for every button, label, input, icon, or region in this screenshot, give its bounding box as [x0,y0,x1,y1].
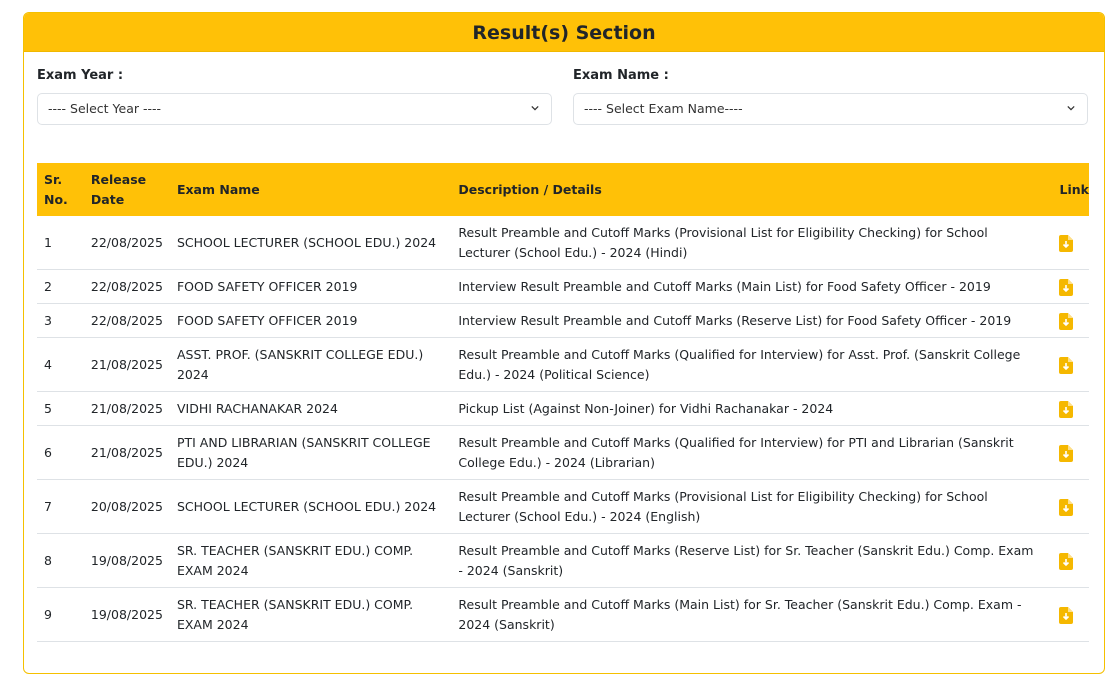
table-row [37,216,1089,270]
header-link: Link [1042,163,1089,216]
table-row [37,270,1089,304]
exam-name-label: Exam Name : [573,68,669,83]
cell-exam-name: FOOD SAFETY OFFICER 2019 [170,304,451,338]
cell-description: Result Preamble and Cutoff Marks (Main List) for Sr. Teacher (Sanskrit Edu.) Comp. Exam - 2024 (Sanskrit) [451,588,1042,642]
cell-description: Result Preamble and Cutoff Marks (Qualified for Interview) for PTI and Librarian (Sanskrit College Edu.) - 2024 (Librarian) [451,426,1042,480]
table-row [37,304,1089,338]
cell-exam-name: SCHOOL LECTURER (SCHOOL EDU.) 2024 [170,480,451,534]
cell-description: Result Preamble and Cutoff Marks (Reserve List) for Sr. Teacher (Sanskrit Edu.) Comp. Exam - 2024 (Sanskrit) [451,534,1042,588]
cell-sr: 6 [37,426,84,480]
exam-name-select[interactable] [573,93,1088,125]
exam-year-select[interactable] [37,93,552,125]
header-release-date: Release Date [84,163,170,216]
cell-date: 20/08/2025 [84,480,170,534]
cell-link [1042,216,1089,270]
cell-description: Pickup List (Against Non-Joiner) for Vidhi Rachanakar - 2024 [451,392,1042,426]
table-row [37,480,1089,534]
cell-sr: 3 [37,304,84,338]
cell-link [1042,426,1089,480]
pdf-download-icon[interactable] [1059,607,1073,624]
cell-description: Interview Result Preamble and Cutoff Marks (Main List) for Food Safety Officer - 2019 [451,270,1042,304]
cell-link [1042,392,1089,426]
pdf-download-icon[interactable] [1059,357,1073,374]
pdf-download-icon[interactable] [1059,499,1073,516]
cell-date: 22/08/2025 [84,270,170,304]
table-row [37,338,1089,392]
table-row [37,588,1089,642]
cell-sr: 2 [37,270,84,304]
exam-name-filter [573,67,1088,125]
header-description: Description / Details [451,163,1042,216]
cell-link [1042,480,1089,534]
header-exam-name: Exam Name [170,163,451,216]
exam-name-value: ---- Select Exam Name---- [584,101,743,116]
exam-year-label: Exam Year : [37,68,124,83]
exam-year-filter [37,67,552,125]
table-row [37,392,1089,426]
cell-link [1042,304,1089,338]
cell-date: 21/08/2025 [84,426,170,480]
chevron-down-icon [1067,104,1075,112]
cell-exam-name: PTI AND LIBRARIAN (SANSKRIT COLLEGE EDU.) 2024 [170,426,451,480]
table-row [37,534,1089,588]
chevron-down-icon [531,104,539,112]
pdf-download-icon[interactable] [1059,445,1073,462]
cell-exam-name: SCHOOL LECTURER (SCHOOL EDU.) 2024 [170,216,451,270]
header-sr-no: Sr. No. [37,163,84,216]
cell-date: 19/08/2025 [84,588,170,642]
cell-link [1042,270,1089,304]
filters [37,67,1089,127]
cell-exam-name: FOOD SAFETY OFFICER 2019 [170,270,451,304]
results-table [37,163,1089,642]
cell-description: Result Preamble and Cutoff Marks (Provisional List for Eligibility Checking) for School Lecturer (School Edu.) - 2024 (English) [451,480,1042,534]
cell-sr: 8 [37,534,84,588]
cell-date: 22/08/2025 [84,304,170,338]
cell-date: 21/08/2025 [84,392,170,426]
table-header-row [37,163,1089,216]
pdf-download-icon[interactable] [1059,553,1073,570]
pdf-download-icon[interactable] [1059,401,1073,418]
exam-year-value: ---- Select Year ---- [48,101,162,116]
cell-date: 22/08/2025 [84,216,170,270]
cell-sr: 4 [37,338,84,392]
cell-date: 21/08/2025 [84,338,170,392]
pdf-download-icon[interactable] [1059,235,1073,252]
cell-exam-name: ASST. PROF. (SANSKRIT COLLEGE EDU.) 2024 [170,338,451,392]
section-title: Result(s) Section [24,13,1104,52]
cell-description: Result Preamble and Cutoff Marks (Qualified for Interview) for Asst. Prof. (Sanskrit College Edu.) - 2024 (Political Science) [451,338,1042,392]
pdf-download-icon[interactable] [1059,279,1073,296]
cell-exam-name: SR. TEACHER (SANSKRIT EDU.) COMP. EXAM 2024 [170,534,451,588]
cell-sr: 1 [37,216,84,270]
pdf-download-icon[interactable] [1059,313,1073,330]
cell-sr: 9 [37,588,84,642]
cell-description: Interview Result Preamble and Cutoff Marks (Reserve List) for Food Safety Officer - 2019 [451,304,1042,338]
cell-date: 19/08/2025 [84,534,170,588]
cell-link [1042,534,1089,588]
cell-sr: 5 [37,392,84,426]
table-row [37,426,1089,480]
cell-description: Result Preamble and Cutoff Marks (Provisional List for Eligibility Checking) for School Lecturer (School Edu.) - 2024 (Hindi) [451,216,1042,270]
cell-exam-name: SR. TEACHER (SANSKRIT EDU.) COMP. EXAM 2024 [170,588,451,642]
table-body [37,216,1089,642]
cell-sr: 7 [37,480,84,534]
cell-exam-name: VIDHI RACHANAKAR 2024 [170,392,451,426]
cell-link [1042,588,1089,642]
cell-link [1042,338,1089,392]
results-panel [23,12,1105,674]
